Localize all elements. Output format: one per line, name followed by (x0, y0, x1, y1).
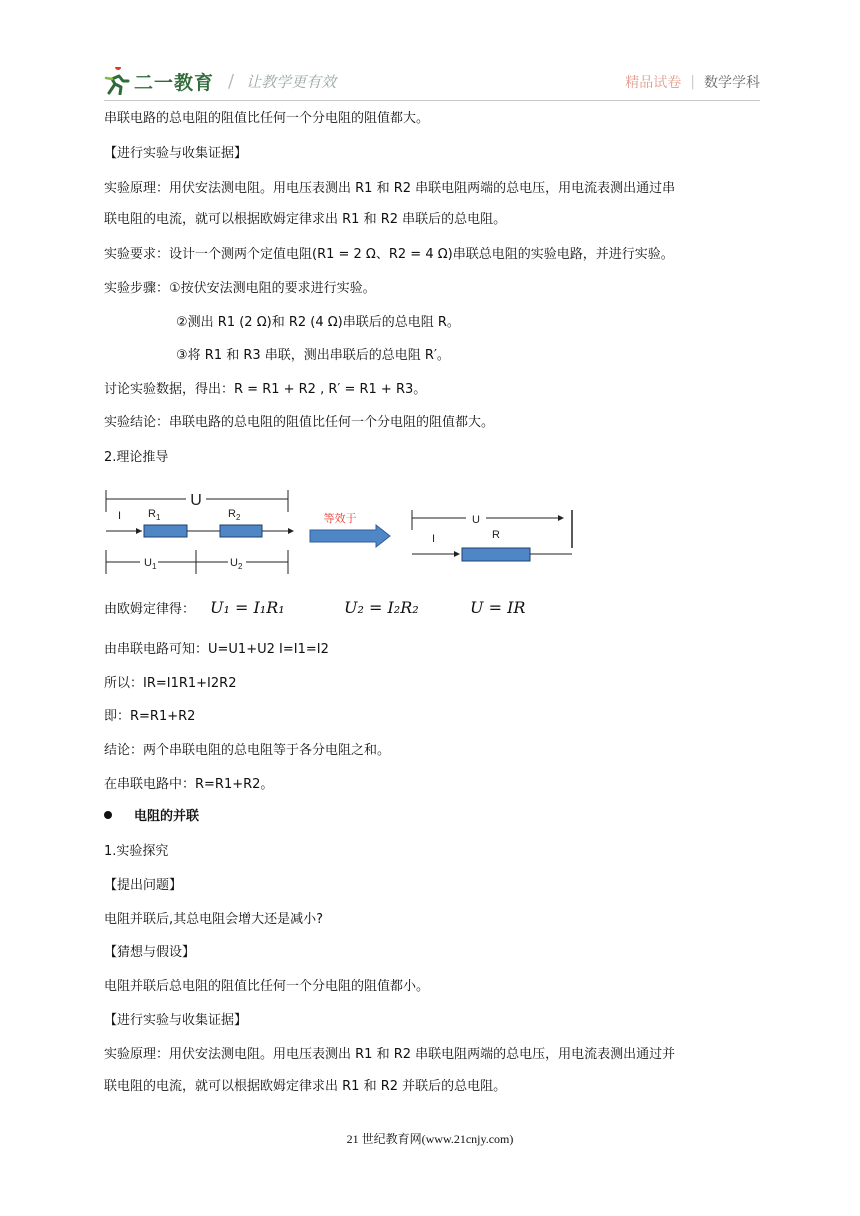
text-line: 实验原理：用伏安法测电阻。用电压表测出 R1 和 R2 串联电阻两端的总电压，用电流表测出通过串 (104, 181, 676, 196)
resistor-r1 (144, 525, 187, 537)
header-rule (104, 100, 760, 101)
section-heading: 【进行实验与收集证据】 (104, 146, 248, 161)
section-heading: 【提出问题】 (104, 878, 183, 893)
header-subject-name: 数学学科 (704, 75, 760, 91)
text-line: 在串联电路中：R=R1+R2。 (104, 777, 274, 792)
equivalent-arrow-icon (310, 525, 390, 547)
slogan: 让教学更有效 (246, 72, 337, 91)
formula-u: U = IR (470, 598, 526, 617)
label-r-equivalent: R (492, 529, 500, 541)
brand-name: 二一教育 (134, 71, 215, 94)
label-r1: $R_1$ (148, 508, 161, 522)
section-heading: 【猜想与假设】 (104, 945, 196, 960)
text-line: 讨论实验数据，得出：R = R1 + R2 , R′ = R1 + R3。 (104, 382, 427, 397)
header-subject (625, 72, 760, 92)
label-i: I (118, 510, 122, 522)
page-footer: 21 世纪教育网(www.21cnjy.com) (346, 1132, 514, 1146)
resistor-r2 (220, 525, 262, 537)
text-line: 电阻并联后,其总电阻会增大还是减小? (104, 912, 324, 927)
text-line: 联电阻的电流，就可以根据欧姆定律求出 R1 和 R2 串联后的总电阻。 (104, 212, 507, 227)
text-line: ②测出 R1 (2 Ω)和 R2 (4 Ω)串联后的总电阻 R。 (176, 315, 460, 330)
header-category: 精品试卷 (625, 75, 682, 91)
page-header (104, 66, 760, 102)
text-line: 即：R=R1+R2 (104, 709, 196, 724)
text-line: 电阻并联后总电阻的阻值比任何一个分电阻的阻值都小。 (104, 979, 430, 994)
resistor-r (462, 548, 530, 561)
formula-u2: U₂ = I₂R₂ (344, 598, 419, 617)
series-circuit-diagram (100, 482, 590, 582)
text-line: 2.理论推导 (104, 450, 169, 465)
section-heading: 【进行实验与收集证据】 (104, 1013, 248, 1028)
formula-u1: U₁ = I₁R₁ (210, 598, 285, 617)
text-line: 所以：IR=I1R1+I2R2 (104, 676, 237, 691)
label-u: U (190, 492, 202, 509)
bullet-icon (104, 811, 112, 819)
logo (104, 66, 336, 96)
text-line: ③将 R1 和 R3 串联，测出串联后的总电阻 R′。 (176, 348, 450, 363)
label-u-equivalent: U (472, 514, 480, 526)
text-line: 1.实验探究 (104, 844, 169, 859)
text-line: 串联电路的总电阻的阻值比任何一个分电阻的阻值都大。 (104, 111, 430, 126)
text-line: 实验步骤：①按伏安法测电阻的要求进行实验。 (104, 281, 376, 296)
text-line: 由串联电路可知：U=U1+U2 I=I1=I2 (104, 642, 329, 657)
label-r2: $R_2$ (228, 508, 241, 522)
text-line: 实验原理：用伏安法测电阻。用电压表测出 R1 和 R2 串联电阻两端的总电压，用电流表测出通过并 (104, 1047, 676, 1062)
header-separator: | (690, 74, 695, 90)
text-line: 实验结论：串联电路的总电阻的阻值比任何一个分电阻的阻值都大。 (104, 415, 495, 430)
label-i-equivalent: I (432, 533, 436, 545)
ohm-label: 由欧姆定律得： (104, 602, 196, 617)
runner-logo-icon (104, 67, 130, 95)
text-line: 结论：两个串联电阻的总电阻等于各分电阻之和。 (104, 743, 391, 758)
header-divider: / (228, 70, 235, 92)
equivalent-label: 等效于 (323, 513, 357, 525)
bullet-heading: 电阻的并联 (134, 809, 200, 824)
text-line: 联电阻的电流，就可以根据欧姆定律求出 R1 和 R2 并联后的总电阻。 (104, 1079, 507, 1094)
label-u1: $U_1$ (144, 557, 157, 571)
text-line: 实验要求：设计一个测两个定值电阻(R1 = 2 Ω、R2 = 4 Ω)串联总电阻的实验电路，并进行实验。 (104, 247, 674, 262)
label-u2: $U_2$ (230, 557, 243, 571)
